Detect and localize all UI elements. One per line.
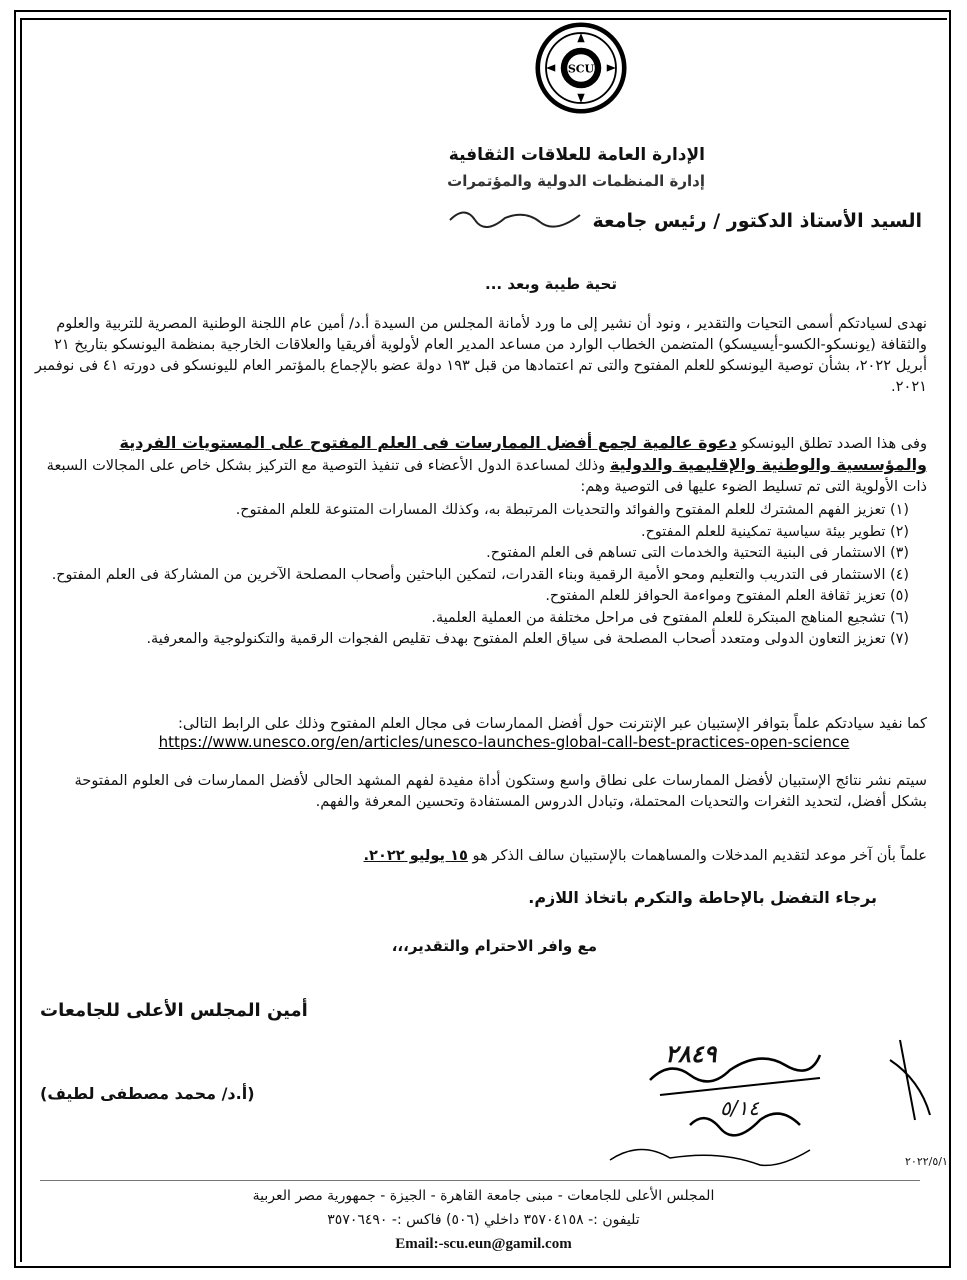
list-item: (١) تعزيز الفهم المشترك للعلم المفتوح والفوائد والتحديات المرتبطة به، وكذلك المسارات المتنوعة للعلم المفتوح.: [235, 502, 909, 518]
signatory-title: أمين المجلس الأعلى للجامعات: [40, 1000, 308, 1021]
paragraph-call-end: وذلك لمساعدة الدول الأعضاء فى تنفيذ التوصية مع التركيز بشكل خاص على المجالات السبعة ذات الأولوية التى تم تسليط الضوء عليها فى التوصية وهم:: [46, 457, 927, 495]
list-item: (٢) تطوير بيئة سياسية تمكينية للعلم المفتوح.: [641, 523, 909, 540]
handwritten-university-name: [445, 200, 585, 230]
greeting: تحية طيبة وبعد ...: [485, 275, 617, 293]
list-item: (٣) الاستثمار فى البنية التحتية والخدمات التى تساهم فى العلم المفتوح.: [486, 545, 909, 561]
list-item: (٧) تعزيز التعاون الدولى ومتعدد أصحاب المصلحة فى سياق العلم المفتوح بهدف تقليص الفجوات الرقمية والتكنولوجية والمعرفية.: [146, 631, 909, 647]
list-item: (٤) الاستثمار فى التدريب والتعليم ومحو الأمية الرقمية وبناء القدرات، لتمكين الباحثين وأصحاب المصلحة الآخرين من المشاركة فى العلم المفتوح.: [51, 566, 909, 583]
footer-address: المجلس الأعلى للجامعات - مبنى جامعة القاهرة - الجيزة - جمهورية مصر العربية: [252, 1188, 715, 1204]
priorities-list: [34, 500, 909, 651]
footer-email: Email:-scu.eun@gamil.com: [395, 1236, 572, 1252]
scu-seal-logo: [535, 22, 627, 114]
paragraph-survey: كما نفيد سيادتكم علماً بتوافر الإستبيان عبر الإنترنت حول أفضل الممارسات فى مجال العلم المفتوح وذلك على الرابط التالى:: [178, 715, 927, 732]
svg-text:SCU: SCU: [567, 62, 595, 76]
footer-phones: تليفون :- ٣٥٧٠٤١٥٨ داخلي (٥٠٦) فاكس :- ٣٥٧٠٦٤٩٠: [327, 1212, 640, 1228]
deadline-date: ١٥ يوليو ٢٠٢٢.: [363, 847, 468, 864]
paragraph-results: سيتم نشر نتائج الإستبيان لأفضل الممارسات على نطاق واسع وستكون أداة مفيدة لفهم المشهد الحالى لأفضل الممارسات فى العلوم المفتوحة بشكل أفضل، لتحديد الثغرات والتحديات المحتملة، وتبادل الدروس المستفادة وتحسين المعرفة والفهم.: [74, 772, 927, 810]
signatory-name: (أ.د/ محمد مصطفى لطيف): [40, 1084, 255, 1103]
paragraph-intro: نهدى لسيادتكم أسمى التحيات والتقدير ، ونود أن نشير إلى ما ورد لأمانة المجلس من السيدة أ.د/ أمين عام اللجنة الوطنية المصرية للتربية والعلوم والثقافة (يونسكو-الكسو-أيسيسكو) المتضمن الخطاب الوارد من مساعد المدير العام لأولوية أفريقيا والعلاقات الخارجية بمنظمة اليونسكو بتاريخ ٢١ أبريل ٢٠٢٢، بشأن توصية اليونسكو للعلم المفتوح والتى تم اعتمادها من قبل ١٩٣ دولة عضو بالإجماع بالمؤتمر العام لليونسكو فى دورته ٤١ فى نوفمبر ٢٠٢١.: [34, 315, 927, 395]
survey-link[interactable]: https://www.unesco.org/en/articles/unesco-launches-global-call-best-practices-open-science: [158, 733, 850, 751]
deadline-text: علماً بأن آخر موعد لتقديم المدخلات والمساهمات بالإستبيان سالف الذكر هو: [467, 847, 927, 864]
department-name: الإدارة العامة للعلاقات الثقافية: [448, 145, 705, 165]
list-item: (٦) تشجيع المناهج المبتكرة للعلم المفتوح فى مراحل مختلفة من العملية العلمية.: [431, 609, 909, 626]
closing-regards: مع وافر الاحترام والتقدير،،،: [391, 937, 597, 955]
request-line: برجاء التفضل بالإحاطة والتكرم باتخاذ اللازم.: [528, 888, 877, 907]
sub-department-name: إدارة المنظمات الدولية والمؤتمرات: [447, 172, 705, 190]
salutation: السيد الأستاذ الدكتور / رئيس جامعة: [592, 210, 922, 232]
handwritten-date: ٥/١٤: [720, 1096, 759, 1120]
footer-divider: [40, 1180, 920, 1181]
handwritten-number: ٢٨٤٩: [665, 1040, 717, 1068]
paragraph-call-highlight: دعوة عالمية لجمع أفضل الممارسات فى العلم المفتوح على المستويات الفردية والمؤسسية والوطنية والإقليمية والدولية: [119, 433, 927, 474]
paragraph-deadline: [34, 845, 927, 866]
paragraph-call: [34, 432, 927, 497]
list-item: (٥) تعزيز ثقافة العلم المفتوح ومواءمة الحوافز للعلم المفتوح.: [545, 588, 909, 604]
received-stamp-date: ٢٠٢٢/٥/١: [905, 1155, 948, 1168]
paragraph-call-start: وفى هذا الصدد تطلق اليونسكو: [736, 435, 927, 452]
